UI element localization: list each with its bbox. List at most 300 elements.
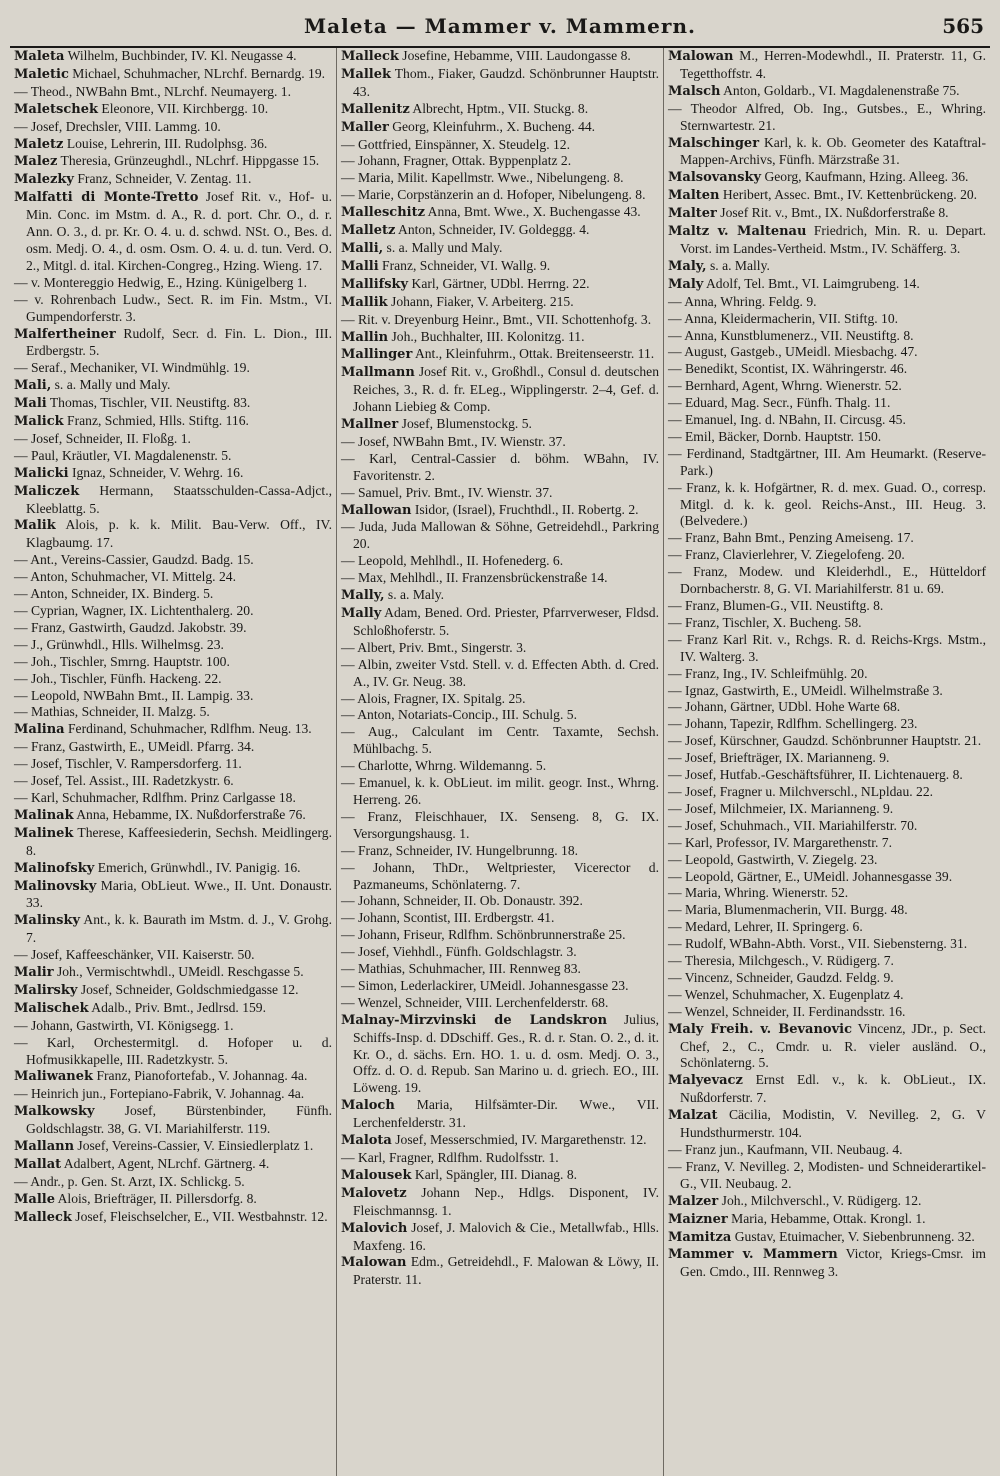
- directory-entry: [668, 412, 986, 429]
- entry-details: Josef Rit. v., Großhdl., Consul d. deutschen Reiches, 3., R. d. fr. ELeg., Wipplingerstr. 2–4, Gef. d. Johann Liebieg & Comp.: [353, 364, 659, 415]
- directory-entry: [14, 101, 332, 119]
- entry-details: — Johann, ThDr., Weltpriester, Vicerector d. Pazmaneums, Schönlaterng. 7.: [341, 859, 659, 892]
- entry-details: — Josef, Milchmeier, IX. Marianneng. 9.: [668, 800, 894, 816]
- entry-details: Josef, Messerschmied, IV. Margarethenstr. 12.: [391, 1132, 647, 1148]
- directory-entry: [668, 919, 986, 936]
- entry-details: Gustav, Etuimacher, V. Siebenbrunneng. 32.: [731, 1228, 975, 1244]
- directory-entry: [14, 292, 332, 326]
- entry-details: — Franz, Tischler, X. Bucheng. 58.: [668, 614, 862, 630]
- entry-surname: Malezky: [14, 172, 74, 188]
- page-header: [10, 8, 990, 48]
- directory-entry: [341, 416, 659, 434]
- entry-surname: Mallifsky: [341, 276, 409, 292]
- entry-details: Ferdinand, Schuhmacher, Rdlfhm. Neug. 13.: [64, 721, 312, 737]
- entry-details: — Theod., NWBahn Bmt., NLrchf. Neumayerg. 1.: [14, 83, 291, 99]
- entry-details: Josef Rit. v., Hof- u. Min. Conc. im Mstm. d. A., R. d. port. Chr. O., d. r. Ann. O. 3., d. pr. Kr. O. 4. u. d. schwd. NSt. O., Bes. d. osm. Medj. O. 4., d. osm. Osm. O. 4. u. d. tun. Verd. O. 2., Mitgl. d. ital. Kirchen-Congreg., Hzing. Wieng. 17.: [26, 189, 332, 273]
- entry-details: — Alois, Fragner, IX. Spitalg. 25.: [341, 690, 526, 706]
- directory-entry: [668, 395, 986, 412]
- directory-entry: [668, 258, 986, 276]
- directory-entry: [341, 775, 659, 809]
- directory-entry: [341, 434, 659, 451]
- entry-details: — Josef, Briefträger, IX. Marianneng. 9.: [668, 750, 890, 766]
- entry-details: — Wenzel, Schuhmacher, X. Eugenplatz 4.: [668, 986, 904, 1002]
- entry-surname: Mallik: [341, 294, 388, 310]
- entry-details: Heribert, Assec. Bmt., IV. Kettenbrückeng. 20.: [719, 187, 978, 203]
- entry-details: Joh., Buchhalter, III. Kolonitzg. 11.: [388, 328, 585, 344]
- entry-surname: Malik: [14, 518, 56, 534]
- entry-surname: Malli: [341, 258, 379, 274]
- entry-details: — Josef, Viehhdl., Fünfh. Goldschlagstr. 3.: [341, 944, 577, 960]
- entry-details: — Anton, Schuhmacher, VI. Mittelg. 24.: [14, 569, 236, 585]
- directory-entry: [341, 204, 659, 222]
- entry-surname: Mali,: [14, 378, 52, 394]
- entry-details: — Albin, zweiter Vstd. Stell. v. d. Effecten Abth. d. Cred. A., IV. Gr. Neug. 38.: [341, 656, 659, 689]
- entry-details: — Eduard, Mag. Secr., Fünfh. Thalg. 11.: [668, 395, 891, 411]
- directory-entry: [668, 1107, 986, 1142]
- directory-entry: [668, 1004, 986, 1021]
- directory-entry: [668, 953, 986, 970]
- entry-surname: Mallmann: [341, 365, 415, 381]
- entry-details: — Franz, Ing., IV. Schleifmühlg. 20.: [668, 665, 868, 681]
- directory-entry: [341, 893, 659, 910]
- directory-entry: [14, 136, 332, 154]
- entry-details: Cäcilia, Modistin, V. Nevilleg. 2, G. V Hundsthurmerstr. 104.: [680, 1107, 986, 1141]
- directory-entry: [14, 1035, 332, 1069]
- directory-entry: [14, 721, 332, 739]
- directory-entry: [341, 502, 659, 520]
- entry-details: — Karl, Professor, IV. Margarethenstr. 7.: [668, 834, 892, 850]
- directory-entry: [341, 724, 659, 758]
- entry-details: Georg, Kleinfuhrm., X. Bucheng. 44.: [388, 118, 596, 134]
- entry-details: — Josef, Schuhmach., VII. Mariahilferstr. 70.: [668, 817, 918, 833]
- entry-details: Joh., Milchverschl., V. Rüdigerg. 12.: [718, 1192, 922, 1208]
- directory-entry: [14, 825, 332, 860]
- directory-entry: [668, 1211, 986, 1229]
- entry-surname: Malinovsky: [14, 878, 97, 894]
- entry-surname: Malleck: [341, 49, 399, 64]
- entry-details: — Wenzel, Schneider, II. Ferdinandsstr. 16.: [668, 1003, 906, 1019]
- directory-entry: [341, 364, 659, 416]
- directory-entry: [668, 169, 986, 187]
- directory-entry: [668, 683, 986, 700]
- entry-details: — Franz, Clavierlehrer, V. Ziegelofeng. 20.: [668, 547, 905, 563]
- entry-details: — Josef, Hutfab.-Geschäftsführer, II. Lichtenauerg. 8.: [668, 767, 963, 783]
- directory-entry: [341, 276, 659, 294]
- entry-details: — Medard, Lehrer, II. Springerg. 6.: [668, 919, 863, 935]
- directory-entry: [14, 189, 332, 275]
- entry-surname: Malischek: [14, 1000, 89, 1016]
- directory-entry: [14, 1191, 332, 1209]
- entry-details: — Johann, Gastwirth, VI. Königsegg. 1.: [14, 1017, 234, 1033]
- directory-entry: [668, 902, 986, 919]
- entry-surname: Malnay-Mirzvinski de Landskron: [341, 1012, 608, 1028]
- directory-entry: [14, 1086, 332, 1103]
- directory-entry: [341, 1220, 659, 1255]
- entry-details: Josef, Vereins-Cassier, V. Einsiedlerplatz 1.: [74, 1138, 314, 1154]
- entry-details: Vincenz, JDr., p. Sect. Chef, 2., C., Cmdr. u. R. vieler ausländ. O., Schönlaterng. 5.: [680, 1020, 986, 1071]
- directory-entry: [668, 429, 986, 446]
- entry-details: Adolf, Tel. Bmt., VI. Laimgrubeng. 14.: [703, 275, 920, 291]
- directory-entry: [341, 485, 659, 502]
- entry-details: Victor, Kriegs-Cmsr. im Gen. Cmdo., III. Rennweg 3.: [680, 1246, 986, 1280]
- entry-surname: Malzat: [668, 1108, 718, 1124]
- entry-details: — Franz, Schneider, IV. Hungelbrunng. 18.: [341, 842, 579, 858]
- entry-details: Adalbert, Agent, NLrchf. Gärtnerg. 4.: [61, 1156, 270, 1171]
- entry-details: — Joh., Tischler, Smrng. Hauptstr. 100.: [14, 653, 230, 669]
- entry-surname: Mallner: [341, 417, 399, 433]
- directory-entry: [14, 807, 332, 825]
- directory-entry: [341, 927, 659, 944]
- directory-entry: [668, 767, 986, 784]
- directory-entry: [14, 688, 332, 705]
- directory-entry: [341, 657, 659, 691]
- entry-surname: Maletschek: [14, 101, 98, 117]
- entry-details: Thomas, Tischler, VII. Neustiftg. 83.: [46, 395, 251, 411]
- entry-surname: Malleschitz: [341, 205, 425, 221]
- entry-details: — Mathias, Schuhmacher, III. Rennweg 83.: [341, 961, 581, 977]
- entry-details: — Andr., p. Gen. St. Arzt, IX. Schlickg. 5.: [14, 1173, 245, 1189]
- directory-entry: [341, 587, 659, 605]
- directory-entry: [341, 843, 659, 860]
- directory-entry: [668, 598, 986, 615]
- entry-surname: Malowan: [668, 49, 734, 64]
- directory-entry: [668, 1072, 986, 1107]
- directory-entry: [14, 947, 332, 964]
- entry-surname: Mallek: [341, 66, 391, 82]
- entry-details: — Franz, Modew. und Kleiderhdl., E., Hütteldorf Dornbacherstr. 8, G. VI. Mariahilferstr. 81 u. 69.: [668, 564, 986, 597]
- directory-entry: [668, 187, 986, 205]
- entry-details: — Josef, Kürschner, Gaudzd. Schönbrunner Hauptstr. 21.: [668, 733, 982, 749]
- entry-surname: Maly: [668, 276, 704, 292]
- directory-entry: [341, 519, 659, 553]
- directory-entry: [668, 987, 986, 1004]
- entry-details: M., Herren-Modewhdl., II. Praterstr. 11, G. Tegetthoffstr. 4.: [680, 48, 986, 81]
- entry-details: — Franz, Fleischhauer, IX. Senseng. 8, G. IX. Versorgungshausg. 1.: [341, 808, 659, 841]
- entry-details: — Karl, Orchestermitgl. d. Hofoper u. d. Hofmusikkapelle, III. Radetzkystr. 5.: [14, 1034, 332, 1067]
- entry-details: — Juda, Juda Mallowan & Söhne, Getreidehdl., Parkring 20.: [341, 519, 659, 552]
- entry-details: — Ignaz, Gastwirth, E., UMeidl. Wilhelmstraße 3.: [668, 682, 943, 698]
- entry-surname: Malirsky: [14, 982, 78, 998]
- entry-details: — Leopold, NWBahn Bmt., II. Lampig. 33.: [14, 687, 254, 703]
- directory-entry: [341, 312, 659, 329]
- entry-surname: Malfertheiner: [14, 326, 116, 342]
- directory-entry: [668, 852, 986, 869]
- directory-entry: [668, 1193, 986, 1211]
- directory-entry: [14, 756, 332, 773]
- directory-entry: [14, 860, 332, 878]
- entry-surname: Mallat: [14, 1157, 62, 1172]
- entry-details: Ignaz, Schneider, V. Wehrg. 16.: [68, 464, 244, 480]
- entry-details: Ernst Edl. v., k. k. ObLieut., IX. Nußdorferstr. 7.: [680, 1072, 986, 1106]
- entry-details: Karl, Gärtner, UDbl. Herrng. 22.: [408, 275, 590, 291]
- directory-entry: [341, 101, 659, 119]
- entry-details: Josef, J. Malovich & Cie., Metallwfab., Hlls. Maxfeng. 16.: [353, 1219, 659, 1253]
- entry-details: s. a. Maly.: [384, 587, 445, 603]
- entry-details: Eleonore, VII. Kirchbergg. 10.: [98, 100, 269, 116]
- directory-entry: [668, 480, 986, 531]
- entry-details: — Leopold, Mehlhdl., II. Hofenederg. 6.: [341, 553, 564, 569]
- entry-surname: Maltz v. Maltenau: [668, 224, 807, 240]
- directory-entry: [668, 135, 986, 170]
- entry-surname: Maleta: [14, 49, 65, 64]
- directory-entry: [341, 119, 659, 137]
- entry-details: Julius, Schiffs-Insp. d. DDschiff. Ges., R. d. r. Stan. O. 2., d. it. Kr. O., d. sächs. Ern. HO. 1. u. d. osm. Medj. O. 3., Offz. d. O. d. Repub. San Marino u. d. griech. EO., III. Löweng. 19.: [353, 1011, 659, 1096]
- entry-details: — Cyprian, Wagner, IX. Lichtenthalerg. 20.: [14, 603, 254, 618]
- directory-entry: [668, 699, 986, 716]
- entry-details: Maria, Hebamme, Ottak. Krongl. 1.: [727, 1210, 926, 1226]
- directory-entry: [341, 451, 659, 485]
- entry-details: Josef Rit. v., Bmt., IX. Nußdorferstraße 8.: [716, 205, 949, 221]
- entry-details: Maria, ObLieut. Wwe., II. Unt. Donaustr. 33.: [26, 877, 332, 911]
- directory-entry: [668, 378, 986, 395]
- entry-details: — v. Rohrenbach Ludw., Sect. R. im Fin. Mstm., VI. Gumpendorferstr. 3.: [14, 291, 332, 324]
- column-left: [10, 48, 336, 1476]
- column-right: [663, 48, 990, 1476]
- entry-details: Josef, Bürstenbinder, Fünfh. Goldschlagstr. 38, G. VI. Mariahilferstr. 119.: [26, 1103, 332, 1137]
- entry-surname: Malovich: [341, 1220, 408, 1236]
- directory-entry: [341, 995, 659, 1012]
- entry-details: — Leopold, Gastwirth, V. Ziegelg. 23.: [668, 851, 878, 867]
- entry-details: — Albert, Priv. Bmt., Singerstr. 3.: [341, 639, 527, 655]
- entry-details: Anna, Hebamme, IX. Nußdorferstraße 76.: [73, 806, 306, 822]
- entry-surname: Malez: [14, 154, 58, 170]
- entry-details: — v. Montereggio Hedwig, E., Hzing. Künigelberg 1.: [14, 274, 307, 290]
- entry-details: — Ant., Vereins-Cassier, Gaudzd. Badg. 15.: [14, 552, 254, 568]
- directory-entry: [668, 750, 986, 767]
- entry-surname: Malsovansky: [668, 170, 762, 186]
- directory-entry: [14, 395, 332, 413]
- entry-details: — Johann, Schneider, II. Ob. Donaustr. 392.: [341, 893, 583, 909]
- entry-surname: Malowan: [341, 1255, 407, 1271]
- entry-details: Adalb., Priv. Bmt., Jedlrsd. 159.: [88, 999, 267, 1015]
- directory-entry: [341, 758, 659, 775]
- directory-entry: [668, 1159, 986, 1193]
- entry-surname: Mallowan: [341, 502, 412, 518]
- directory-entry: [341, 553, 659, 570]
- directory-entry: [341, 944, 659, 961]
- entry-details: — Wenzel, Schneider, VIII. Lerchenfelderstr. 68.: [341, 994, 609, 1010]
- entry-surname: Maliwanek: [14, 1069, 94, 1085]
- entry-surname: Mallenitz: [341, 101, 410, 117]
- entry-surname: Malschinger: [668, 135, 760, 151]
- directory-entry: [14, 739, 332, 756]
- entry-surname: Maletic: [14, 66, 69, 82]
- directory-entry: [14, 448, 332, 465]
- directory-entry: [668, 1021, 986, 1073]
- entry-details: — Josef, Tischler, V. Rampersdorferg. 11.: [14, 756, 242, 772]
- directory-entry: [14, 1000, 332, 1018]
- entry-details: Josefine, Hebamme, VIII. Laudongasse 8.: [398, 48, 631, 63]
- directory-entry: [341, 707, 659, 724]
- directory-entry: [341, 258, 659, 276]
- entry-details: Emerich, Grünwhdl., IV. Panigig. 16.: [94, 859, 301, 875]
- directory-entry: [14, 552, 332, 569]
- entry-details: Joh., Vermischtwhdl., UMeidl. Reschgasse 5.: [53, 964, 304, 980]
- directory-entry: [14, 517, 332, 552]
- entry-surname: Malsch: [668, 83, 721, 99]
- entry-details: — Marie, Corpstänzerin an d. Hofoper, Nibelungeng. 8.: [341, 187, 646, 203]
- entry-details: Josef, Fleischselcher, E., VII. Westbahnstr. 12.: [71, 1208, 328, 1224]
- entry-surname: Malter: [668, 206, 717, 222]
- entry-surname: Mallinger: [341, 347, 413, 363]
- entry-details: — Emanuel, k. k. ObLieut. im milit. geogr. Inst., Whrng. Herreng. 26.: [341, 775, 659, 807]
- directory-entry: [14, 413, 332, 431]
- directory-entry: [341, 1167, 659, 1185]
- directory-entry: [341, 1012, 659, 1098]
- entry-surname: Malinak: [14, 807, 74, 823]
- entry-details: Franz, Pianofortefab., V. Johannag. 4a.: [93, 1068, 308, 1084]
- directory-entry: [341, 570, 659, 587]
- entry-details: — Emanuel, Ing. d. NBahn, II. Circusg. 45.: [668, 412, 906, 428]
- directory-entry: [341, 66, 659, 101]
- entry-surname: Mamitza: [668, 1229, 732, 1245]
- entry-details: — Leopold, Gärtner, E., UMeidl. Johannesgasse 39.: [668, 868, 953, 884]
- entry-details: — Gottfried, Einspänner, X. Steudelg. 12.: [341, 136, 570, 152]
- directory-entry: [14, 569, 332, 586]
- entry-details: Georg, Kaufmann, Hzing. Alleeg. 36.: [761, 169, 969, 185]
- entry-details: s. a. Mally.: [706, 257, 770, 273]
- directory-entry: [668, 328, 986, 345]
- entry-details: — Anna, Kleidermacherin, VII. Stiftg. 10.: [668, 310, 899, 326]
- running-title: Maleta — Mammer v. Mammern.: [304, 14, 696, 38]
- directory-entry: [14, 1156, 332, 1174]
- entry-surname: Maizner: [668, 1211, 728, 1227]
- entry-details: — Johann, Fragner, Ottak. Byppenplatz 2.: [341, 153, 572, 169]
- directory-entry: [14, 377, 332, 395]
- directory-entry: [14, 704, 332, 721]
- directory-entry: [668, 344, 986, 361]
- directory-entry: [14, 603, 332, 620]
- entry-details: — Josef, Drechsler, VIII. Lammg. 10.: [14, 118, 221, 134]
- directory-entry: [668, 205, 986, 223]
- directory-entry: [668, 48, 986, 83]
- entry-details: — Johann, Friseur, Rdlfhm. Schönbrunnerstraße 25.: [341, 927, 626, 943]
- entry-details: Louise, Lehrerin, III. Rudolphsg. 36.: [63, 135, 268, 151]
- directory-entry: [668, 101, 986, 135]
- entry-surname: Malfatti di Monte-Tretto: [14, 190, 199, 206]
- directory-entry: [14, 982, 332, 1000]
- entry-details: — Maria, Whring. Wienerstr. 52.: [668, 885, 849, 901]
- entry-details: — Anna, Whring. Feldg. 9.: [668, 293, 817, 309]
- entry-details: Franz, Schmied, Hlls. Stiftg. 116.: [63, 413, 249, 429]
- entry-details: Therese, Kaffeesiederin, Sechsh. Meidlingerg. 8.: [26, 824, 332, 858]
- entry-details: — Vincenz, Schneider, Gaudzd. Feldg. 9.: [668, 969, 894, 985]
- directory-entry: [14, 671, 332, 688]
- entry-details: Wilhelm, Buchbinder, IV. Kl. Neugasse 4.: [64, 48, 297, 63]
- entry-details: — Josef, Kaffeeschänker, VII. Kaiserstr. 50.: [14, 947, 255, 963]
- entry-details: — Josef, Fragner u. Milchverschl., NLpldau. 22.: [668, 783, 934, 799]
- entry-details: — Aug., Calculant im Centr. Taxamte, Sechsh. Mühlbachg. 5.: [341, 724, 659, 757]
- entry-details: Theresia, Grünzeughdl., NLchrf. Hippgasse 15.: [57, 153, 320, 169]
- entry-surname: Maloch: [341, 1098, 395, 1114]
- entry-details: Anton, Schneider, IV. Goldeggg. 4.: [395, 222, 590, 238]
- directory-entry: [14, 84, 332, 101]
- entry-details: — Theodor Alfred, Ob. Ing., Gutsbes., E., Whring. Sternwartestr. 21.: [668, 100, 986, 133]
- entry-details: Josef, Schneider, Goldschmiedgasse 12.: [77, 981, 299, 997]
- entry-details: — Johann, Scontist, III. Erdbergstr. 41.: [341, 910, 555, 926]
- entry-surname: Malle: [14, 1191, 55, 1207]
- directory-entry: [341, 961, 659, 978]
- directory-entry: [341, 1254, 659, 1289]
- directory-entry: [14, 66, 332, 84]
- directory-entry: [341, 1097, 659, 1132]
- entry-details: — Josef, Tel. Assist., III. Radetzkystr. 6.: [14, 773, 234, 789]
- directory-entry: [668, 446, 986, 480]
- directory-entry: [14, 431, 332, 448]
- entry-details: — Seraf., Mechaniker, VI. Windmühlg. 19.: [14, 360, 250, 376]
- entry-details: — Anna, Kunstblumenerz., VII. Neustiftg. 8.: [668, 327, 914, 343]
- directory-entry: [341, 1185, 659, 1220]
- directory-entry: [14, 171, 332, 189]
- entry-details: — Josef, Schneider, II. Floßg. 1.: [14, 430, 191, 446]
- directory-entry: [668, 801, 986, 818]
- directory-entry: [14, 1138, 332, 1156]
- entry-details: — Johann, Gärtner, UDbl. Hohe Warte 68.: [668, 699, 901, 715]
- directory-entry: [668, 564, 986, 598]
- entry-details: Alois, Briefträger, II. Pillersdorfg. 8.: [54, 1190, 257, 1206]
- entry-details: — Joh., Tischler, Fünfh. Hackeng. 22.: [14, 670, 222, 686]
- entry-details: — Emil, Bäcker, Dornb. Hauptstr. 150.: [668, 428, 882, 444]
- directory-entry: [668, 885, 986, 902]
- directory-entry: [14, 654, 332, 671]
- directory-entry: [668, 276, 986, 294]
- directory-entry: [668, 223, 986, 258]
- entry-details: Johann Nep., Hdlgs. Disponent, IV. Fleischmannsg. 1.: [353, 1184, 659, 1218]
- entry-details: — Benedikt, Scontist, IX. Währingerstr. 46.: [668, 361, 908, 377]
- directory-entry: [14, 586, 332, 603]
- entry-details: — Johann, Tapezir, Rdlfhm. Schellingerg. 23.: [668, 716, 918, 732]
- entry-details: Karl, Spängler, III. Dianag. 8.: [411, 1166, 578, 1182]
- directory-entry: [341, 153, 659, 170]
- entry-details: Thom., Fiaker, Gaudzd. Schönbrunner Hauptstr. 43.: [353, 65, 659, 99]
- directory-entry: [341, 240, 659, 258]
- entry-surname: Malyevacz: [668, 1073, 743, 1089]
- directory-entry: [341, 860, 659, 894]
- entry-details: Franz, Schneider, V. Zentag. 11.: [73, 171, 252, 187]
- entry-surname: Malir: [14, 965, 54, 981]
- entry-details: — Rit. v. Dreyenburg Heinr., Bmt., VII. Schottenhofg. 3.: [341, 311, 652, 327]
- entry-details: — Karl, Schuhmacher, Rdlfhm. Prinz Carlgasse 18.: [14, 789, 296, 805]
- entry-surname: Malota: [341, 1133, 392, 1149]
- page-number: 565: [942, 14, 984, 38]
- entry-surname: Mali: [14, 396, 47, 412]
- entry-details: Ant., Kleinfuhrm., Ottak. Breitenseerstr. 11.: [412, 346, 655, 362]
- directory-entry: [341, 691, 659, 708]
- directory-entry: [14, 1209, 332, 1227]
- entry-details: — J., Grünwhdl., Hlls. Wilhelmsg. 23.: [14, 636, 224, 652]
- directory-entry: [14, 465, 332, 483]
- entry-details: Josef, Blumenstockg. 5.: [398, 416, 532, 432]
- entry-details: s. a. Mally und Maly.: [51, 377, 171, 393]
- entry-details: Adam, Bened. Ord. Priester, Pfarrverweser, Fldsd. Schloßhoferstr. 5.: [353, 605, 659, 638]
- directory-entry: [14, 1103, 332, 1138]
- directory-entry: [668, 83, 986, 101]
- directory-entry: [14, 360, 332, 377]
- entry-details: — Charlotte, Whrng. Wildemanng. 5.: [341, 758, 547, 774]
- entry-surname: Mallann: [14, 1139, 75, 1155]
- entry-details: Anton, Goldarb., VI. Magdalenenstraße 75.: [720, 82, 960, 98]
- entry-details: — Franz, Bahn Bmt., Penzing Ameiseng. 17.: [668, 530, 914, 546]
- directory-entry: [341, 1150, 659, 1167]
- directory-entry: [668, 294, 986, 311]
- directory-entry: [341, 1132, 659, 1150]
- directory-entry: [668, 530, 986, 547]
- entry-surname: Maly,: [668, 258, 707, 274]
- entry-details: s. a. Mally und Maly.: [383, 239, 503, 255]
- entry-details: — Franz jun., Kaufmann, VII. Neubaug. 4.: [668, 1142, 903, 1157]
- entry-details: Edm., Getreidehdl., F. Malowan & Löwy, II. Praterstr. 11.: [353, 1254, 659, 1288]
- directory-entry: [14, 483, 332, 518]
